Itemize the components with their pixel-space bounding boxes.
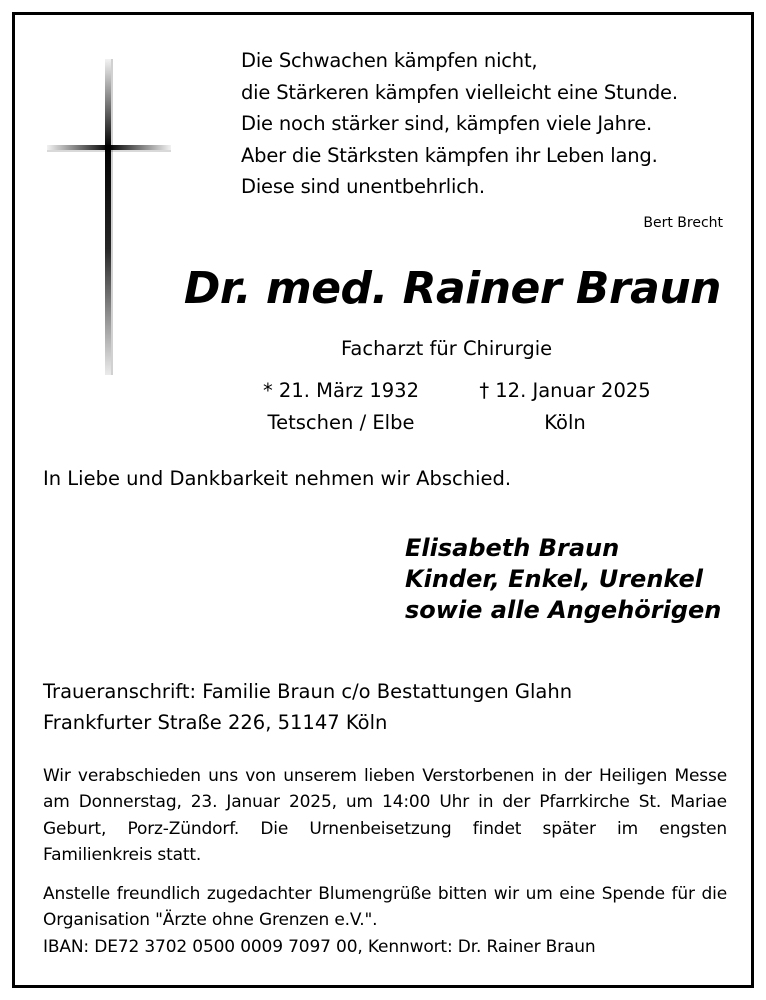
donation-iban: IBAN: DE72 3702 0500 0009 7097 00, Kennwort: Dr. Rainer Braun bbox=[43, 936, 596, 957]
mourning-address bbox=[43, 676, 572, 738]
poem-line: Die noch stärker sind, kämpfen viele Jahre. bbox=[241, 112, 652, 135]
family-line: sowie alle Angehörigen bbox=[405, 596, 722, 624]
birth-info bbox=[251, 375, 431, 439]
poem-line: Die Schwachen kämpfen nicht, bbox=[241, 49, 538, 72]
family-line: Kinder, Enkel, Urenkel bbox=[405, 565, 704, 593]
poem-quote bbox=[241, 45, 678, 203]
service-notice bbox=[43, 763, 727, 868]
family-signature bbox=[405, 533, 721, 626]
donation-notice bbox=[43, 881, 727, 960]
poem-author: Bert Brecht bbox=[643, 215, 723, 231]
poem-line: Aber die Stärksten kämpfen ihr Leben lang. bbox=[241, 143, 658, 167]
birth-date: * 21. März 1932 bbox=[262, 379, 419, 402]
address-line: Traueranschrift: Familie Braun c/o Bestattungen Glahn bbox=[43, 680, 573, 703]
latin-cross-icon bbox=[47, 59, 177, 379]
poem-line: die Stärkeren kämpfen vielleicht eine Stunde. bbox=[241, 80, 678, 104]
deceased-profession: Facharzt für Chirurgie bbox=[341, 337, 553, 360]
death-place: Köln bbox=[544, 411, 586, 434]
obituary-frame bbox=[12, 12, 754, 988]
birth-place: Tetschen / Elbe bbox=[267, 411, 415, 434]
death-info bbox=[467, 375, 663, 439]
poem-line: Diese sind unentbehrlich. bbox=[241, 175, 485, 198]
family-line: Elisabeth Braun bbox=[405, 534, 620, 562]
address-line: Frankfurter Straße 226, 51147 Köln bbox=[43, 711, 388, 734]
deceased-name: Dr. med. Rainer Braun bbox=[183, 263, 721, 314]
donation-text: Anstelle freundlich zugedachter Blumengrüße bitten wir um eine Spende für die Organisation "Ärzte ohne Grenzen e.V.". bbox=[43, 884, 727, 931]
farewell-text: In Liebe und Dankbarkeit nehmen wir Abschied. bbox=[43, 467, 512, 490]
death-date: † 12. Januar 2025 bbox=[479, 379, 651, 402]
service-text: Wir verabschieden uns von unserem lieben Verstorbenen in der Heiligen Messe am Donnerstag, 23. Januar 2025, um 14:00 Uhr in der Pfarrkirche St. Mariae Geburt, Porz-Zündorf. Die Urnenbeisetzung findet später im engsten Familienkreis statt. bbox=[43, 766, 727, 865]
